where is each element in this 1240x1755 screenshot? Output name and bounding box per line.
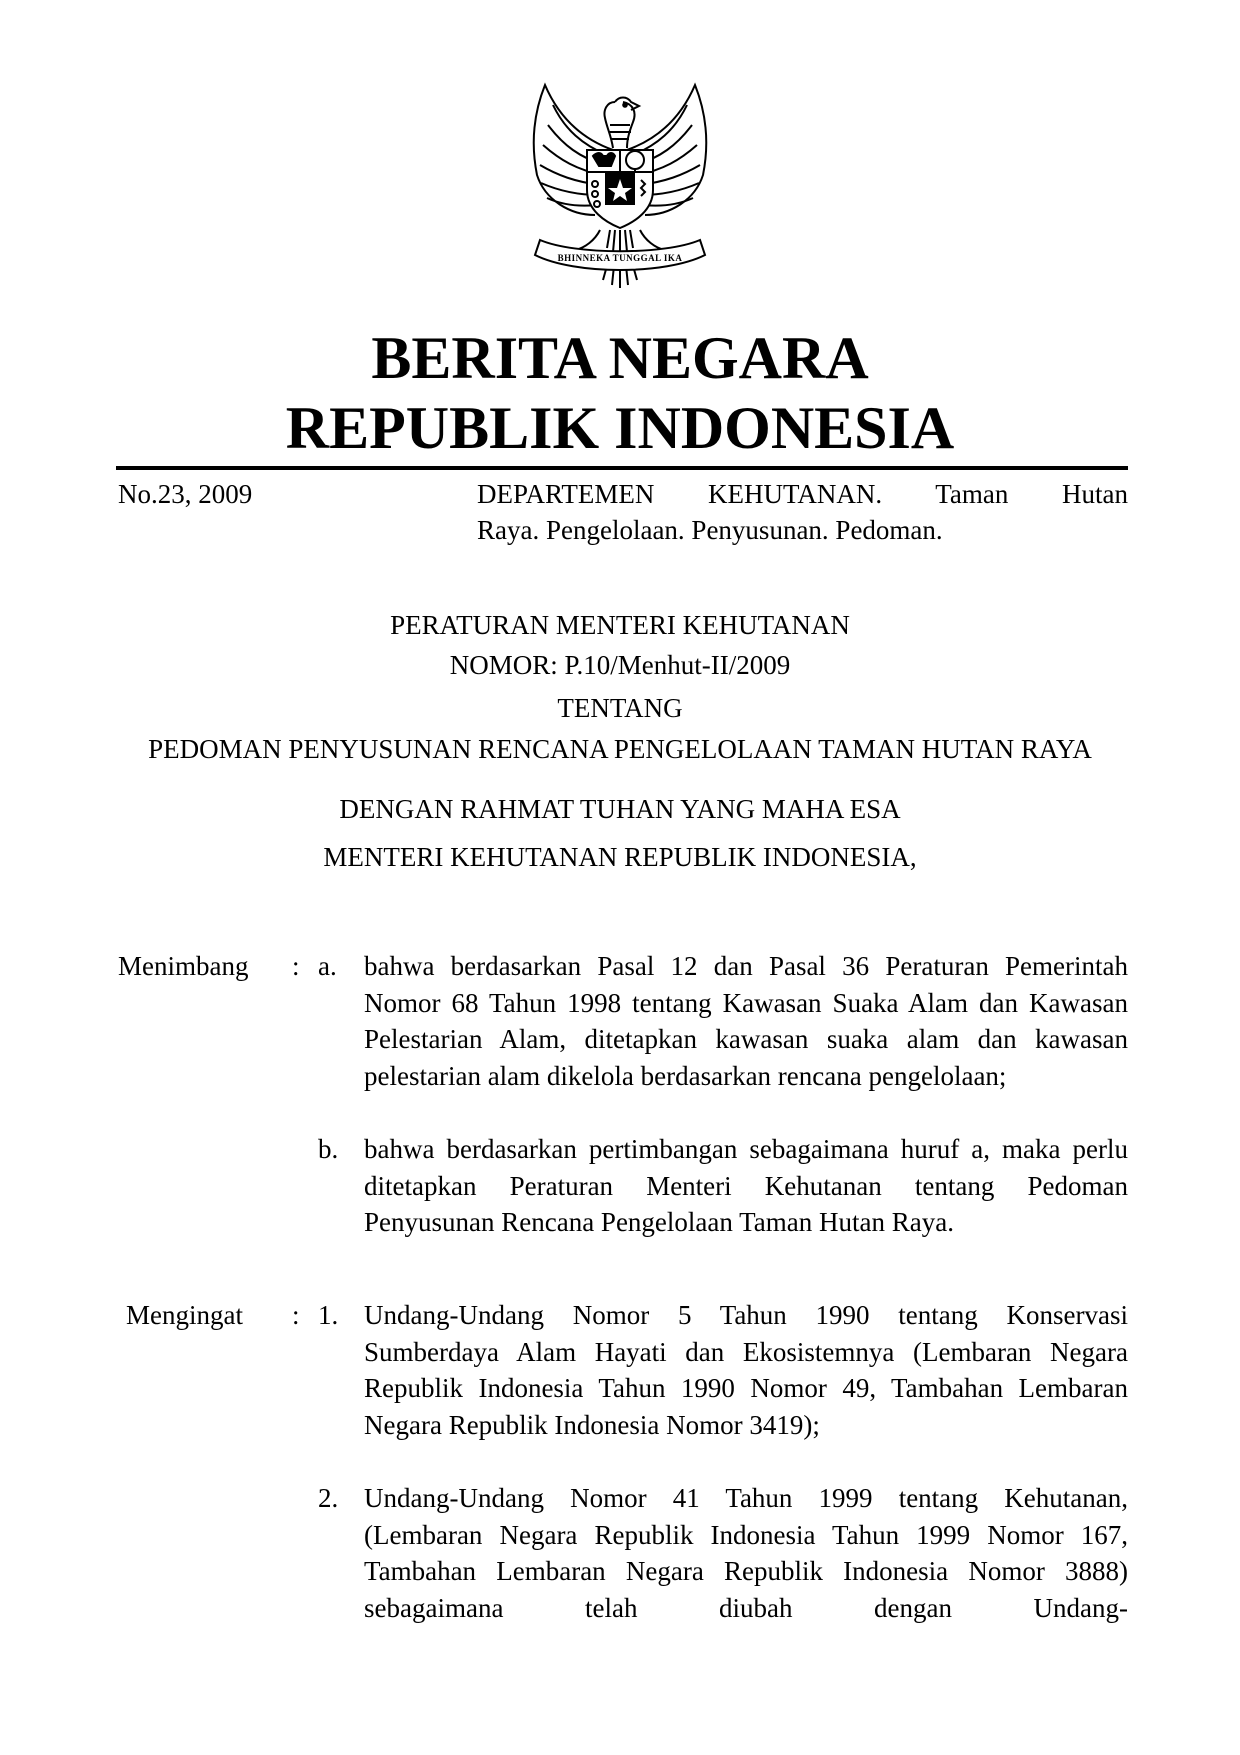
mengingat-item-marker: 2.: [318, 1483, 339, 1513]
gazette-subject-line-2: Raya. Pengelolaan. Penyusunan. Pedoman.: [477, 515, 943, 545]
mengingat-label: Mengingat: [126, 1300, 243, 1330]
masthead-subtitle: REPUBLIK INDONESIA: [285, 395, 955, 461]
mengingat-item-text: Undang-Undang Nomor 41 Tahun 1999 tentang Kehutanan, (Lembaran Negara Republik Indonesia Tahun 1999 Nomor 167, Tambahan Lembaran Negara Republik Indonesia Nomor 3888) sebagaimana telah diubah dengan Undang-: [364, 1483, 1128, 1623]
regulation-title: PERATURAN MENTERI KEHUTANAN: [390, 610, 850, 640]
garuda-emblem-icon: [515, 80, 725, 302]
regulation-subject: PEDOMAN PENYUSUNAN RENCANA PENGELOLAAN TAMAN HUTAN RAYA: [148, 734, 1092, 764]
menimbang-item-text: bahwa berdasarkan Pasal 12 dan Pasal 36 Peraturan Pemerintah Nomor 68 Tahun 1998 tentang Kawasan Suaka Alam dan Kawasan Pelestarian Alam, ditetapkan kawasan suaka alam dan kawasan pelestarian alam dikelola berdasarkan rencana pengelolaan;: [364, 951, 1128, 1091]
gazette-number: No.23, 2009: [118, 479, 253, 509]
menimbang-label: Menimbang: [118, 951, 249, 981]
mengingat-item-text: Undang-Undang Nomor 5 Tahun 1990 tentang Konservasi Sumberdaya Alam Hayati dan Ekosistemnya (Lembaran Negara Republik Indonesia Tahun 1990 Nomor 49, Tambahan Lembaran Negara Republik Indonesia Nomor 3419);: [364, 1300, 1128, 1440]
mengingat-item-marker: 1.: [318, 1300, 339, 1330]
masthead-divider: [116, 466, 1128, 470]
menimbang-item-marker: b.: [318, 1134, 339, 1164]
menimbang-colon: :: [292, 951, 300, 981]
mengingat-colon: :: [292, 1300, 300, 1330]
regulation-issuer: MENTERI KEHUTANAN REPUBLIK INDONESIA,: [323, 842, 917, 872]
menimbang-item-text: bahwa berdasarkan pertimbangan sebagaimana huruf a, maka perlu ditetapkan Peraturan Menteri Kehutanan tentang Pedoman Penyusunan Rencana Pengelolaan Taman Hutan Raya.: [364, 1134, 1128, 1237]
masthead-title: BERITA NEGARA: [371, 325, 869, 391]
regulation-preamble: DENGAN RAHMAT TUHAN YANG MAHA ESA: [339, 794, 901, 824]
gazette-subject-line-1: DEPARTEMEN KEHUTANAN. Taman Hutan: [477, 479, 1128, 509]
emblem-motto: BHINNEKA TUNGGAL IKA: [557, 253, 683, 263]
menimbang-item-marker: a.: [318, 951, 337, 981]
regulation-tentang: TENTANG: [557, 693, 683, 723]
regulation-number: NOMOR: P.10/Menhut-II/2009: [449, 650, 791, 680]
